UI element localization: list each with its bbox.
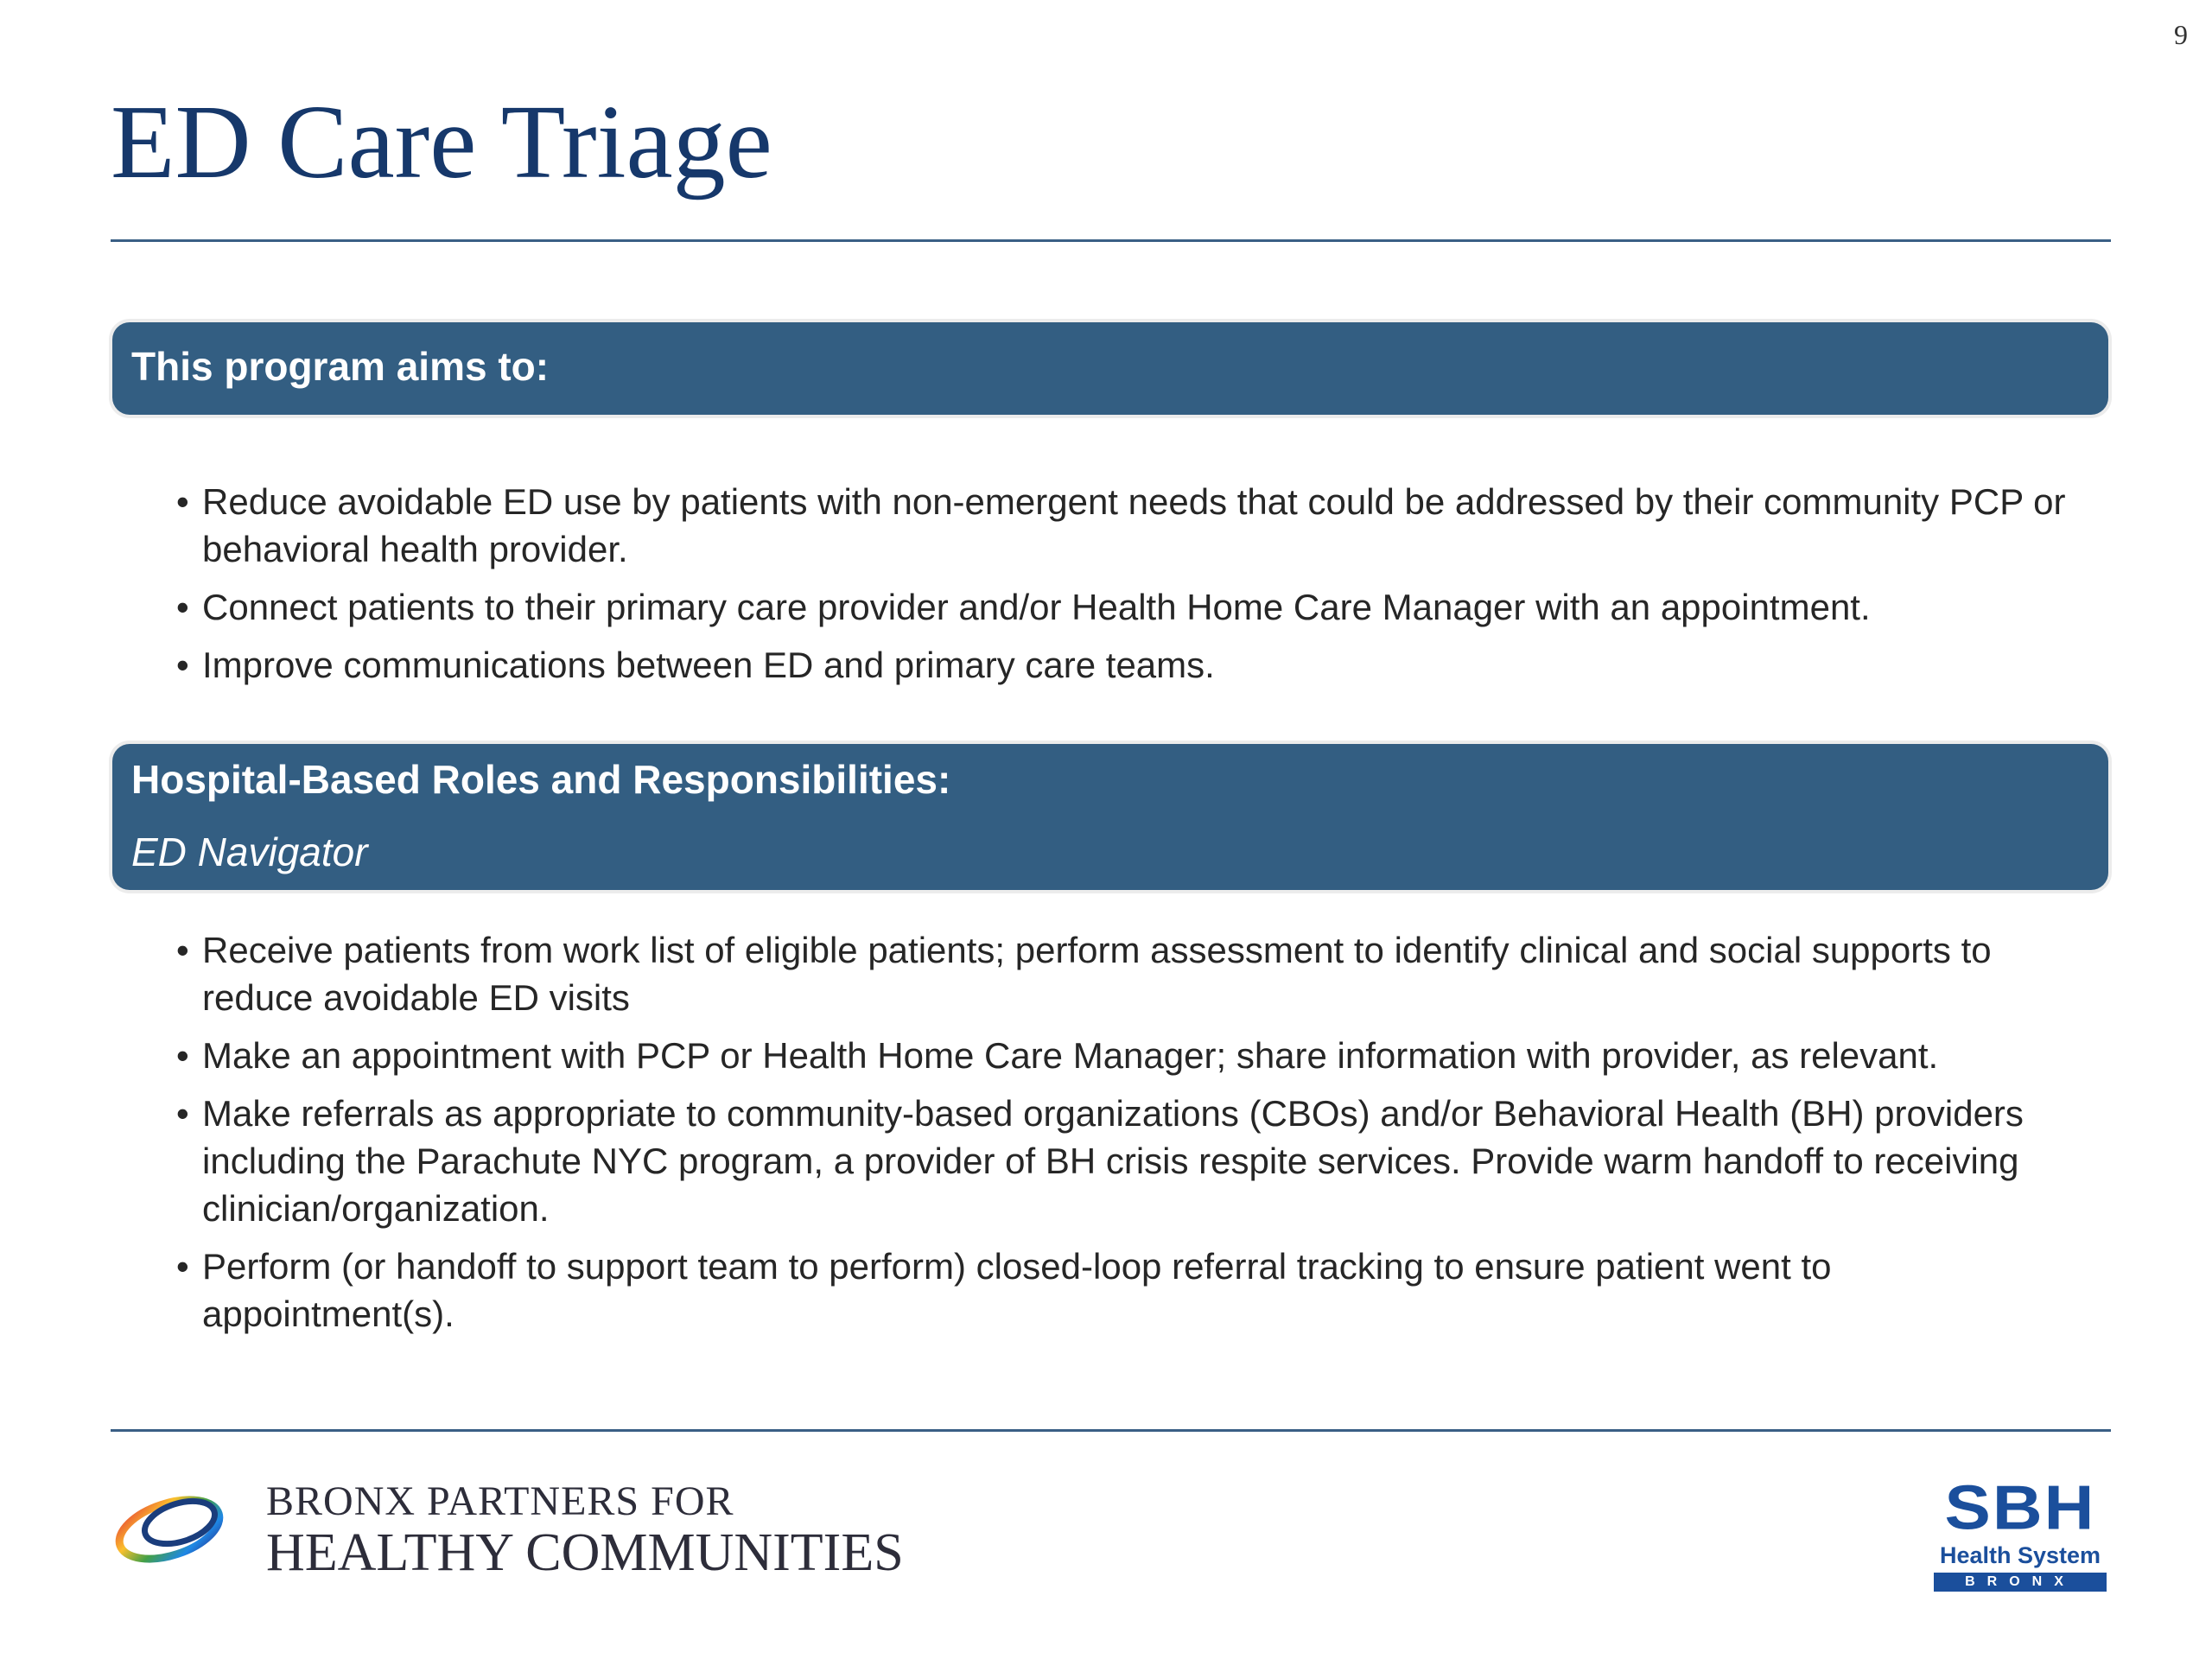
sbh-logo	[1934, 1473, 2107, 1592]
bphc-line-1: BRONX PARTNERS FOR	[266, 1478, 734, 1524]
list-item: • Perform (or handoff to support team to perform) closed-loop referral tracking to ensure patient went to appointment(s).	[173, 1243, 2074, 1338]
bphc-logo-text	[266, 1479, 904, 1581]
roles-header-band	[112, 744, 2108, 890]
aims-header-band	[112, 322, 2108, 415]
aims-list	[173, 478, 2074, 699]
roles-list	[173, 926, 2074, 1348]
roles-subheading: ED Navigator	[131, 830, 368, 874]
list-item: • Reduce avoidable ED use by patients with non-emergent needs that could be addressed by their community PCP or behavioral health provider.	[173, 478, 2074, 573]
sbh-subtitle: Health System	[1939, 1542, 2101, 1568]
list-item: • Make an appointment with PCP or Health Home Care Manager; share information with provider, as relevant.	[173, 1032, 2074, 1079]
slide-title: ED Care Triage	[111, 84, 772, 200]
bphc-logo-icon	[109, 1484, 238, 1567]
aims-heading: This program aims to:	[131, 344, 550, 389]
sbh-wordmark: SBH	[1944, 1472, 2096, 1542]
list-item: • Receive patients from work list of eligible patients; perform assessment to identify clinical and social supports to reduce avoidable ED visits	[173, 926, 2074, 1021]
list-item: • Improve communications between ED and primary care teams.	[173, 641, 2074, 689]
title-divider	[111, 239, 2111, 242]
bphc-line-2: HEALTHY COMMUNITIES	[266, 1522, 904, 1582]
roles-heading: Hospital-Based Roles and Responsibilities:	[131, 757, 951, 802]
list-item: • Make referrals as appropriate to community-based organizations (CBOs) and/or Behavioral Health (BH) providers including the Parachute NYC program, a provider of BH crisis respite services. Provide warm handoff to receiving clinician/organization.	[173, 1090, 2074, 1232]
footer-divider	[111, 1429, 2111, 1432]
list-item: • Connect patients to their primary care provider and/or Health Home Care Manager with an appointment.	[173, 583, 2074, 631]
sbh-bronx-bar: BRONX	[1934, 1573, 2107, 1592]
page-number: 9	[2174, 19, 2188, 50]
